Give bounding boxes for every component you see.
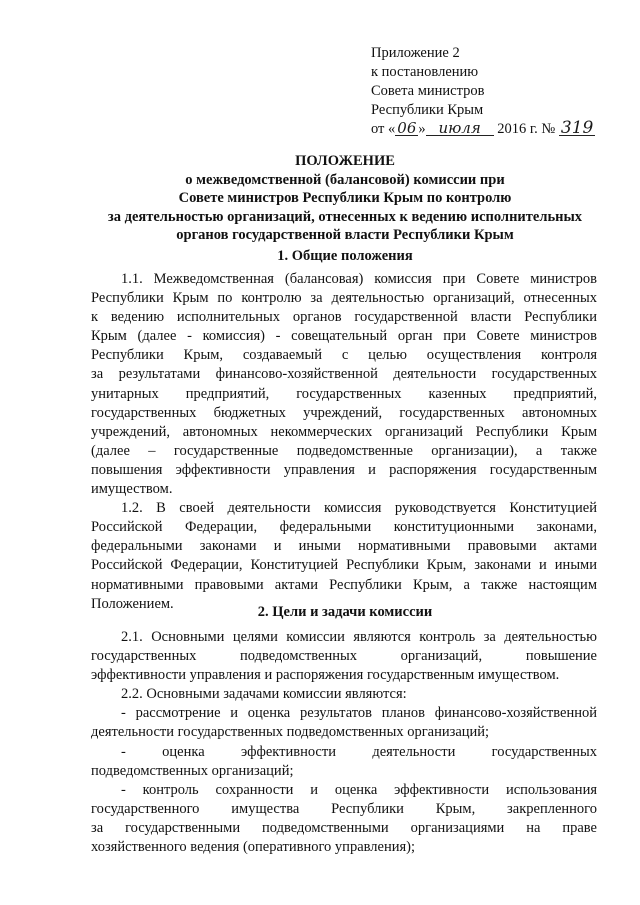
text-line: имуществом.	[91, 481, 173, 498]
appendix-line: Республики Крым	[371, 102, 484, 118]
appendix-date-line	[371, 120, 595, 139]
list-item	[91, 781, 597, 857]
text-line: (далее – государственные подведомственные организации), а также	[91, 442, 597, 459]
paragraph	[91, 685, 597, 704]
appendix-line: Приложение 2	[371, 45, 460, 61]
title-line: за деятельностью организаций, отнесенных к ведению исполнительных	[107, 208, 583, 225]
section-heading: 2. Цели и задачи комиссии	[257, 604, 433, 620]
text-line: Положением.	[91, 595, 174, 612]
text-line: Крым (далее - комиссия) - совещательный орган при Совете министров	[91, 328, 597, 345]
text-line: федеральными законами и иными нормативными правовыми актами	[91, 538, 597, 555]
text-line: 2.1. Основными целями комиссии являются контроль за деятельностью	[121, 629, 597, 645]
handwritten-day: 06	[397, 119, 417, 137]
list-item	[91, 743, 597, 781]
text-line: учреждений, автономных некоммерческих организаций Республики Крым	[91, 423, 597, 440]
appendix-line: Совета министров	[371, 83, 485, 99]
text-line: 1.2. В своей деятельности комиссия руководствуется Конституцией	[121, 500, 597, 517]
text-line: Республики Крым, создаваемый с целью осуществления контроля	[91, 347, 597, 364]
text-line: государственного имущества Республики Крым, закрепленного	[91, 800, 597, 817]
text-line: Российской Федерации, Конституцией Республики Крым, законами и иными	[91, 557, 597, 574]
paragraph	[91, 628, 597, 685]
text-line: - контроль сохранности и оценка эффективности использования	[121, 781, 597, 798]
text-line: - оценка эффективности деятельности государственных	[121, 743, 597, 760]
text-line: за результатами финансово-хозяйственной деятельности государственных	[91, 366, 597, 383]
section-heading: 1. Общие положения	[277, 248, 413, 264]
text-line: Российской Федерации, федеральными конституционными законами,	[91, 519, 597, 536]
handwritten-number: 319	[560, 118, 594, 138]
date-prefix: от «	[371, 121, 396, 137]
handwritten-month: июля	[426, 121, 494, 136]
section1-body	[91, 270, 597, 614]
text-line: к ведению исполнительных органов государственной власти Республики	[91, 309, 597, 326]
title-line: о межведомственной (балансовой) комиссии при	[185, 171, 505, 188]
section2-body	[91, 628, 597, 857]
text-line: унитарных предприятий, государственных казенных предприятий,	[91, 385, 597, 402]
title-line: ПОЛОЖЕНИЕ	[295, 153, 395, 169]
text-line: деятельности государственных подведомственных организаций;	[91, 724, 490, 741]
title-line: Совете министров Республики Крым по контролю	[178, 190, 512, 207]
text-line: за государственными подведомственными организациями на праве	[91, 819, 597, 836]
text-line: подведомственных организаций;	[91, 762, 294, 779]
text-line: Республики Крым по контролю за деятельностью организаций, отнесенных	[91, 290, 597, 307]
paragraph	[91, 499, 597, 614]
text-line: нормативными правовыми актами Республики Крым, а также настоящим	[91, 576, 597, 593]
text-line: 2.2. Основными задачами комиссии являются:	[121, 686, 407, 703]
text-line: - рассмотрение и оценка результатов планов финансово-хозяйственной	[121, 705, 597, 722]
date-year: 2016 г. №	[497, 121, 556, 137]
text-line: государственных подведомственных организаций, повышение	[91, 648, 597, 665]
text-line: хозяйственного ведения (оперативного управления);	[91, 839, 416, 856]
title-line: органов государственной власти Республики Крым	[176, 227, 514, 244]
appendix-line: к постановлению	[371, 64, 479, 80]
appendix-block	[371, 44, 595, 139]
text-line: эффективности управления и распоряжения государственным имуществом.	[91, 667, 560, 684]
text-line: государственных бюджетных учреждений, государственных автономных	[91, 404, 597, 421]
paragraph	[91, 270, 597, 499]
text-line: повышения эффективности управления и распоряжения государственным	[91, 461, 597, 478]
document-title	[60, 152, 630, 245]
date-mid: »	[418, 121, 426, 137]
text-line: 1.1. Межведомственная (балансовая) комиссия при Совете министров	[121, 271, 597, 287]
list-item	[91, 704, 597, 742]
